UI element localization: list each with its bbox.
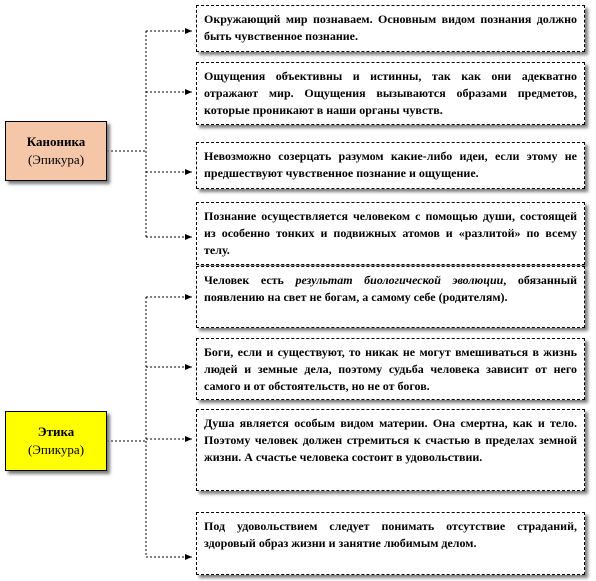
etika-note-3: Душа является особым видом материи. Она смертна, как и тело. Поэтому человек должен стремиться к счастью в пределах земной жизни. А счастье человека состоит в удовольствии.	[196, 409, 585, 491]
kanonika-note-3: Невозможно созерцать разумом какие-либо идеи, если этому не предшествуют чувственное познание и ощущение.	[196, 142, 585, 189]
category-kanonika-title: Каноника	[26, 134, 86, 149]
category-etika-title: Этика	[37, 424, 75, 439]
kanonika-note-2: Ощущения объективны и истинны, так как они адекватно отражают мир. Ощущения вызываются образами предметов, которые проникают в наши органы чувств.	[196, 62, 585, 125]
etika-note-1	[196, 266, 585, 328]
category-kanonika-subtitle: (Эпикура)	[27, 152, 85, 167]
etika-note-1-before: Человек есть	[204, 273, 296, 287]
etika-note-2: Боги, если и существуют, то никак не могут вмешиваться в жизнь людей и земные дела, поэтому судьба человека зависит от него самого и от обстоятельств, но не от богов.	[196, 338, 585, 400]
etika-note-1-italic: результат биологической эволюции	[295, 273, 504, 287]
category-etika	[5, 411, 107, 471]
etika-note-4: Под удовольствием следует понимать отсутствие страданий, здоровый образ жизни и занятие любимым делом.	[196, 512, 585, 575]
category-kanonika	[5, 121, 107, 181]
etika-note-1-after: , обязанный появлению на свет не богам, а самому себе (родителям).	[204, 273, 578, 304]
kanonika-note-4: Познание осуществляется человеком с помощью души, состоящей из особенно тонких и подвижных атомов и «разлитой» по всему телу.	[196, 202, 585, 265]
category-etika-subtitle: (Эпикура)	[27, 442, 85, 457]
kanonika-note-1: Окружающий мир познаваем. Основным видом познания должно быть чувственное познание.	[196, 5, 585, 52]
